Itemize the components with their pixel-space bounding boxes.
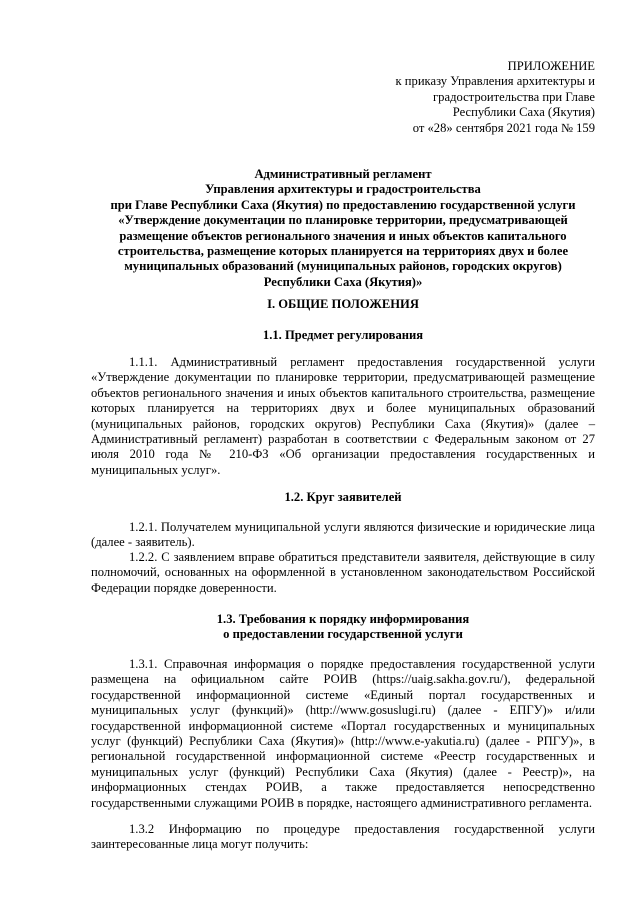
section-heading-1-1: 1.1. Предмет регулирования: [262, 328, 424, 342]
title-line: Управления архитектуры и градостроительства: [205, 182, 481, 197]
chapter-heading: I. ОБЩИЕ ПОЛОЖЕНИЯ: [267, 297, 419, 311]
appendix-line: градостроительства при Главе: [433, 89, 595, 104]
section-heading-line: о предоставлении государственной услуги: [223, 627, 463, 642]
paragraph-1-3-2: 1.3.2 Информацию по процедуре предоставления государственной услуги заинтересованные лица могут получить:: [91, 822, 595, 852]
title-line: Административный регламент: [254, 167, 432, 181]
appendix-line: от «28» сентября 2021 года № 159: [412, 120, 595, 135]
paragraph-1-3-1: 1.3.1. Справочная информация о порядке предоставления государственной услуги размещена на официальном сайте РОИВ (https://uaig.sakha.gov.ru/), федеральной государственной информационной системе «Единый портал государственных и муниципальных услуг (функций)» (http://www.gosuslugi.ru) (далее - ЕПГУ)» и/или государственной информационной системе «Портал государственных и муниципальных услуг (функций) Республики Саха (Якутия)» (http://www.e-yakutia.ru) (далее - РПГУ)», в региональной государственной информационной системе «Реестр государственных и муниципальных услуг (функций) Республики Саха (Якутия) (далее - Реестр)», на информационных стендах РОИВ, а также предоставляется непосредственно государственными служащими РОИВ в порядке, настоящего административного регламента.: [91, 657, 595, 810]
title-line: при Главе Республики Саха (Якутия) по предоставлению государственной услуги: [110, 197, 576, 212]
document-title: [91, 167, 595, 290]
appendix-block: [265, 59, 595, 136]
appendix-title: ПРИЛОЖЕНИЕ: [507, 59, 595, 73]
paragraph-1-2-2: 1.2.2. С заявлением вправе обратиться представители заявителя, действующие в силу полномочий, основанных на оформленной в установленном законодательством Российской Федерации порядке доверенности.: [91, 550, 595, 595]
title-line: муниципальных образований (муниципальных районов, городских округов): [124, 259, 562, 274]
section-heading-1-2: 1.2. Круг заявителей: [284, 490, 402, 504]
section-heading-1-3: [91, 612, 595, 643]
section-heading-line: 1.3. Требования к порядку информирования: [216, 612, 470, 626]
appendix-line: Республики Саха (Якутия): [452, 105, 595, 120]
title-line: «Утверждение документации по планировке территории, предусматривающей: [118, 213, 568, 228]
paragraph-1-1-1: 1.1.1. Административный регламент предоставления государственной услуги «Утверждение документации по планировке территории, предусматривающей размещение объектов регионального значения и иных объектов капитального строительства, размещение которых планируется на территориях двух и более муниципальных образований (муниципальных районов, городских округов) Республики Саха (Якутия)» (далее – Административный регламент) разработан в соответствии с Федеральным законом от 27 июля 2010 года № 210-ФЗ «Об организации предоставления государственных и муниципальных услуг».: [91, 355, 595, 477]
title-line: строительства, размещение которых планируется на территориях двух и более: [117, 244, 569, 259]
paragraph-1-2-1: 1.2.1. Получателем муниципальной услуги являются физические и юридические лица (далее - заявитель).: [91, 520, 595, 550]
appendix-line: к приказу Управления архитектуры и: [395, 74, 595, 89]
title-line: размещение объектов регионального значения и иных объектов капитального: [119, 228, 567, 243]
title-line: Республики Саха (Якутия)»: [263, 274, 423, 289]
